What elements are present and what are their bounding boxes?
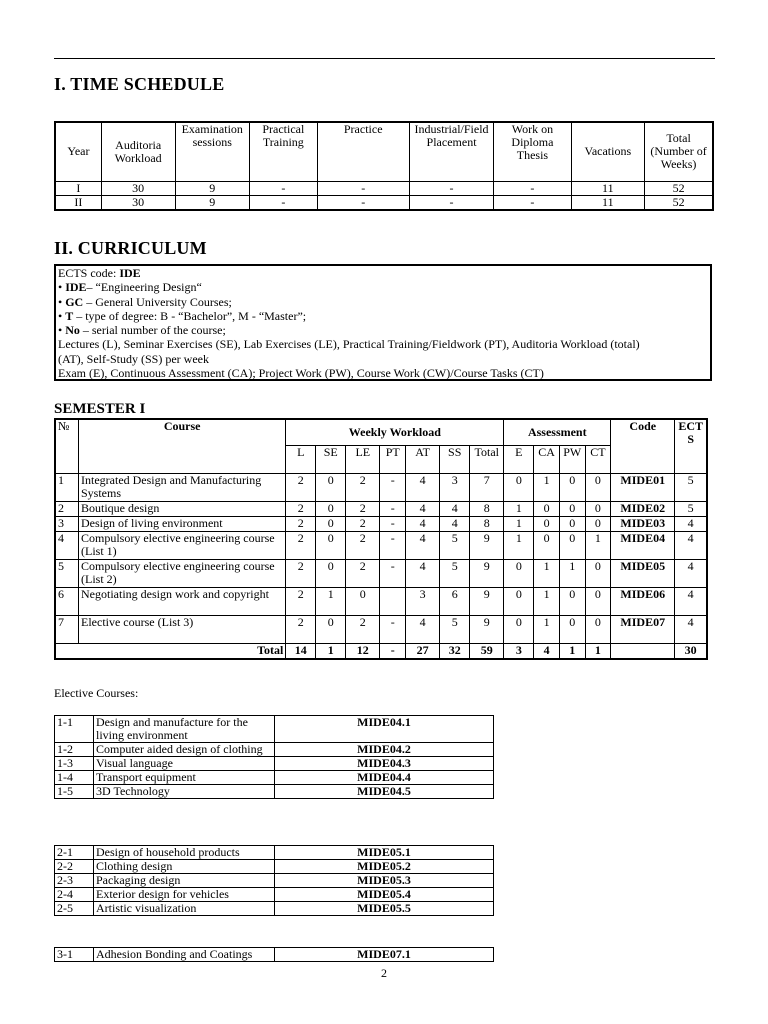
cell: 0 bbox=[585, 473, 611, 501]
elective-index: 2-2 bbox=[55, 860, 94, 874]
semester-title: SEMESTER I bbox=[54, 401, 146, 417]
cell: 0 bbox=[504, 559, 534, 587]
list-item bbox=[55, 757, 494, 771]
row-number: 4 bbox=[55, 531, 79, 559]
elective-name: Visual language bbox=[94, 757, 275, 771]
cell: 2 bbox=[346, 559, 380, 587]
table-row bbox=[55, 501, 707, 516]
ects-value: 4 bbox=[675, 559, 707, 587]
ects-line: • IDE– “Engineering Design“ bbox=[58, 280, 202, 295]
ts-cell: 9 bbox=[175, 181, 249, 195]
cell: 0 bbox=[316, 559, 346, 587]
total-cell: 32 bbox=[440, 643, 470, 659]
sub-header: AT bbox=[406, 445, 440, 473]
ts-header: Year bbox=[55, 122, 101, 181]
cell: 1 bbox=[534, 615, 560, 643]
total-cell: 59 bbox=[470, 643, 504, 659]
course-name: Boutique design bbox=[79, 501, 286, 516]
cell bbox=[380, 587, 406, 615]
elective-code: MIDE04.3 bbox=[275, 757, 494, 771]
list-item bbox=[55, 860, 494, 874]
cell: 9 bbox=[470, 531, 504, 559]
elective-list-2 bbox=[54, 845, 494, 916]
ts-cell: 11 bbox=[571, 181, 645, 195]
list-item bbox=[55, 785, 494, 799]
elective-index: 1-1 bbox=[55, 716, 94, 743]
total-cell: 3 bbox=[504, 643, 534, 659]
elective-courses-title: Elective Courses: bbox=[54, 686, 139, 700]
cell: 2 bbox=[286, 473, 316, 501]
row-number: 7 bbox=[55, 615, 79, 643]
ects-legend-box bbox=[54, 264, 712, 381]
ects-value: 4 bbox=[675, 587, 707, 615]
cell: - bbox=[380, 559, 406, 587]
elective-code: MIDE04.5 bbox=[275, 785, 494, 799]
elective-code: MIDE04.2 bbox=[275, 743, 494, 757]
cell: - bbox=[380, 501, 406, 516]
cell: 0 bbox=[346, 587, 380, 615]
elective-name: Design and manufacture for the living environment bbox=[94, 716, 275, 743]
cell: 0 bbox=[316, 473, 346, 501]
cell: 0 bbox=[585, 501, 611, 516]
cell: 9 bbox=[470, 587, 504, 615]
table-row bbox=[55, 559, 707, 587]
col-weekly-header: Weekly Workload bbox=[286, 419, 504, 445]
sub-header: SE bbox=[316, 445, 346, 473]
elective-index: 2-3 bbox=[55, 874, 94, 888]
elective-index: 3-1 bbox=[55, 948, 94, 962]
ts-header: Practical Training bbox=[249, 122, 317, 181]
list-item bbox=[55, 716, 494, 743]
elective-code: MIDE05.4 bbox=[275, 888, 494, 902]
elective-index: 2-1 bbox=[55, 846, 94, 860]
cell: 5 bbox=[440, 615, 470, 643]
ts-header: Work on Diploma Thesis bbox=[494, 122, 571, 181]
elective-name: Exterior design for vehicles bbox=[94, 888, 275, 902]
course-name: Negotiating design work and copyright bbox=[79, 587, 286, 615]
course-code: MIDE06 bbox=[611, 587, 675, 615]
course-code: MIDE02 bbox=[611, 501, 675, 516]
ts-header: Auditoria Workload bbox=[101, 122, 175, 181]
ects-line: ECTS code: IDE bbox=[58, 266, 141, 280]
cell: 0 bbox=[559, 615, 585, 643]
cell: 4 bbox=[440, 516, 470, 531]
course-name: Compulsory elective engineering course (List 1) bbox=[79, 531, 286, 559]
cell: 0 bbox=[559, 473, 585, 501]
row-number: 5 bbox=[55, 559, 79, 587]
sub-header: E bbox=[504, 445, 534, 473]
cell: 2 bbox=[286, 615, 316, 643]
total-cell: 1 bbox=[316, 643, 346, 659]
elective-code: MIDE07.1 bbox=[275, 948, 494, 962]
curriculum-title: II. CURRICULUM bbox=[54, 238, 207, 258]
total-row bbox=[55, 643, 707, 659]
cell: 0 bbox=[504, 615, 534, 643]
ts-cell: - bbox=[409, 181, 494, 195]
elective-name: Transport equipment bbox=[94, 771, 275, 785]
ts-cell: - bbox=[317, 195, 409, 210]
cell: 0 bbox=[316, 501, 346, 516]
elective-code: MIDE05.1 bbox=[275, 846, 494, 860]
elective-index: 1-5 bbox=[55, 785, 94, 799]
time-schedule-title: I. TIME SCHEDULE bbox=[54, 74, 225, 94]
total-cell: 27 bbox=[406, 643, 440, 659]
cell: 4 bbox=[406, 615, 440, 643]
elective-name: Design of household products bbox=[94, 846, 275, 860]
ects-line: • No – serial number of the course; bbox=[58, 323, 226, 338]
cell: 1 bbox=[504, 516, 534, 531]
cell: 1 bbox=[504, 531, 534, 559]
elective-code: MIDE05.3 bbox=[275, 874, 494, 888]
cell: 4 bbox=[406, 531, 440, 559]
row-number: 1 bbox=[55, 473, 79, 501]
course-code: MIDE01 bbox=[611, 473, 675, 501]
cell: - bbox=[380, 531, 406, 559]
total-code bbox=[611, 643, 675, 659]
table-row bbox=[55, 181, 713, 195]
page-number: 2 bbox=[381, 966, 387, 980]
sub-header: LE bbox=[346, 445, 380, 473]
ts-cell: 52 bbox=[645, 195, 713, 210]
cell: 0 bbox=[504, 473, 534, 501]
row-number: 6 bbox=[55, 587, 79, 615]
course-code: MIDE05 bbox=[611, 559, 675, 587]
col-ects-header: ECTS bbox=[675, 419, 707, 473]
total-cell: 14 bbox=[286, 643, 316, 659]
elective-index: 1-4 bbox=[55, 771, 94, 785]
ts-header: Practice bbox=[317, 122, 409, 181]
elective-name: Adhesion Bonding and Coatings bbox=[94, 948, 275, 962]
ts-cell: 52 bbox=[645, 181, 713, 195]
cell: 0 bbox=[534, 516, 560, 531]
cell: 1 bbox=[534, 587, 560, 615]
cell: 4 bbox=[406, 501, 440, 516]
cell: 0 bbox=[585, 516, 611, 531]
cell: 1 bbox=[559, 559, 585, 587]
col-course-header: Course bbox=[79, 419, 286, 473]
ts-cell: - bbox=[409, 195, 494, 210]
cell: 0 bbox=[585, 587, 611, 615]
cell: - bbox=[380, 615, 406, 643]
cell: 3 bbox=[406, 587, 440, 615]
elective-code: MIDE04.1 bbox=[275, 716, 494, 743]
cell: 2 bbox=[346, 473, 380, 501]
ts-header: Examination sessions bbox=[175, 122, 249, 181]
cell: 8 bbox=[470, 516, 504, 531]
list-item bbox=[55, 874, 494, 888]
ts-cell: 30 bbox=[101, 195, 175, 210]
ects-value: 5 bbox=[675, 501, 707, 516]
list-item bbox=[55, 948, 494, 962]
ects-line: Lectures (L), Seminar Exercises (SE), Lab Exercises (LE), Practical Training/Fieldwork (PT), Auditoria Workload (total) bbox=[58, 337, 640, 352]
cell: 4 bbox=[406, 516, 440, 531]
semester-header-row bbox=[55, 419, 707, 445]
cell: 0 bbox=[534, 531, 560, 559]
elective-index: 1-2 bbox=[55, 743, 94, 757]
cell: 0 bbox=[316, 615, 346, 643]
col-code-header: Code bbox=[611, 419, 675, 473]
cell: 1 bbox=[534, 559, 560, 587]
list-item bbox=[55, 743, 494, 757]
cell: 1 bbox=[585, 531, 611, 559]
row-number: 2 bbox=[55, 501, 79, 516]
cell: 0 bbox=[559, 501, 585, 516]
course-name: Compulsory elective engineering course (List 2) bbox=[79, 559, 286, 587]
list-item bbox=[55, 846, 494, 860]
ts-cell: 30 bbox=[101, 181, 175, 195]
elective-code: MIDE04.4 bbox=[275, 771, 494, 785]
sub-header: SS bbox=[440, 445, 470, 473]
list-item bbox=[55, 771, 494, 785]
cell: 2 bbox=[286, 587, 316, 615]
elective-index: 2-4 bbox=[55, 888, 94, 902]
total-cell: 1 bbox=[559, 643, 585, 659]
semester-table bbox=[54, 418, 708, 660]
cell: 5 bbox=[440, 559, 470, 587]
table-row bbox=[55, 516, 707, 531]
cell: 2 bbox=[346, 501, 380, 516]
table-row bbox=[55, 195, 713, 210]
ts-cell: - bbox=[249, 181, 317, 195]
course-code: MIDE03 bbox=[611, 516, 675, 531]
ts-cell: - bbox=[494, 195, 571, 210]
cell: 0 bbox=[559, 587, 585, 615]
course-code: MIDE04 bbox=[611, 531, 675, 559]
cell: 0 bbox=[559, 531, 585, 559]
sub-header: PW bbox=[559, 445, 585, 473]
elective-list-1 bbox=[54, 715, 494, 799]
ts-cell: - bbox=[494, 181, 571, 195]
cell: 5 bbox=[440, 531, 470, 559]
cell: 2 bbox=[346, 516, 380, 531]
total-label: Total bbox=[55, 643, 286, 659]
cell: 3 bbox=[440, 473, 470, 501]
ects-value: 4 bbox=[675, 531, 707, 559]
ects-line: • T – type of degree: B - “Bachelor”, M - “Master”; bbox=[58, 308, 307, 323]
row-number: 3 bbox=[55, 516, 79, 531]
ts-cell: II bbox=[55, 195, 101, 210]
total-cell: 4 bbox=[534, 643, 560, 659]
elective-name: Artistic visualization bbox=[94, 902, 275, 916]
total-cell: 12 bbox=[346, 643, 380, 659]
cell: 4 bbox=[406, 559, 440, 587]
cell: 0 bbox=[504, 587, 534, 615]
cell: 7 bbox=[470, 473, 504, 501]
total-ects: 30 bbox=[675, 643, 707, 659]
cell: 1 bbox=[316, 587, 346, 615]
ts-header: Total (Number of Weeks) bbox=[645, 122, 713, 181]
top-rule bbox=[54, 58, 715, 59]
elective-index: 1-3 bbox=[55, 757, 94, 771]
cell: 6 bbox=[440, 587, 470, 615]
ts-cell: 9 bbox=[175, 195, 249, 210]
total-cell: - bbox=[380, 643, 406, 659]
sub-header: L bbox=[286, 445, 316, 473]
cell: 0 bbox=[316, 531, 346, 559]
course-name: Design of living environment bbox=[79, 516, 286, 531]
list-item bbox=[55, 888, 494, 902]
cell: - bbox=[380, 516, 406, 531]
elective-name: Computer aided design of clothing bbox=[94, 743, 275, 757]
cell: 0 bbox=[585, 615, 611, 643]
elective-code: MIDE05.2 bbox=[275, 860, 494, 874]
total-cell: 1 bbox=[585, 643, 611, 659]
col-no-header: № bbox=[55, 419, 79, 473]
cell: 9 bbox=[470, 615, 504, 643]
cell: 2 bbox=[286, 531, 316, 559]
ts-cell: - bbox=[317, 181, 409, 195]
ects-value: 4 bbox=[675, 516, 707, 531]
sub-header: CA bbox=[534, 445, 560, 473]
cell: 8 bbox=[470, 501, 504, 516]
cell: 4 bbox=[440, 501, 470, 516]
cell: - bbox=[380, 473, 406, 501]
elective-name: Packaging design bbox=[94, 874, 275, 888]
sub-header: PT bbox=[380, 445, 406, 473]
cell: 2 bbox=[286, 516, 316, 531]
cell: 4 bbox=[406, 473, 440, 501]
elective-name: Clothing design bbox=[94, 860, 275, 874]
list-item bbox=[55, 902, 494, 916]
course-name: Elective course (List 3) bbox=[79, 615, 286, 643]
table-row bbox=[55, 587, 707, 615]
ts-cell: 11 bbox=[571, 195, 645, 210]
ects-value: 4 bbox=[675, 615, 707, 643]
table-row bbox=[55, 473, 707, 501]
ects-line: • GC – General University Courses; bbox=[58, 294, 232, 309]
ects-value: 5 bbox=[675, 473, 707, 501]
elective-list-3 bbox=[54, 947, 494, 962]
cell: 2 bbox=[286, 501, 316, 516]
elective-code: MIDE05.5 bbox=[275, 902, 494, 916]
ects-line: Exam (E), Continuous Assessment (CA); Project Work (PW), Course Work (CW)/Course Tasks (CT) bbox=[58, 366, 544, 381]
sub-header: Total bbox=[470, 445, 504, 473]
elective-index: 2-5 bbox=[55, 902, 94, 916]
cell: 2 bbox=[346, 531, 380, 559]
cell: 2 bbox=[346, 615, 380, 643]
ts-header: Vacations bbox=[571, 122, 645, 181]
ts-header: Industrial/Field Placement bbox=[409, 122, 494, 181]
cell: 1 bbox=[504, 501, 534, 516]
cell: 2 bbox=[286, 559, 316, 587]
cell: 9 bbox=[470, 559, 504, 587]
cell: 0 bbox=[316, 516, 346, 531]
ts-cell: - bbox=[249, 195, 317, 210]
sub-header: CT bbox=[585, 445, 611, 473]
course-name: Integrated Design and Manufacturing Systems bbox=[79, 473, 286, 501]
ects-line: (AT), Self-Study (SS) per week bbox=[58, 351, 209, 366]
cell: 0 bbox=[585, 559, 611, 587]
cell: 1 bbox=[534, 473, 560, 501]
ts-cell: I bbox=[55, 181, 101, 195]
time-schedule-header-row bbox=[55, 122, 713, 181]
course-code: MIDE07 bbox=[611, 615, 675, 643]
cell: 0 bbox=[534, 501, 560, 516]
table-row bbox=[55, 615, 707, 643]
table-row bbox=[55, 531, 707, 559]
col-assessment-header: Assessment bbox=[504, 419, 611, 445]
time-schedule-table bbox=[54, 121, 714, 211]
elective-name: 3D Technology bbox=[94, 785, 275, 799]
cell: 0 bbox=[559, 516, 585, 531]
